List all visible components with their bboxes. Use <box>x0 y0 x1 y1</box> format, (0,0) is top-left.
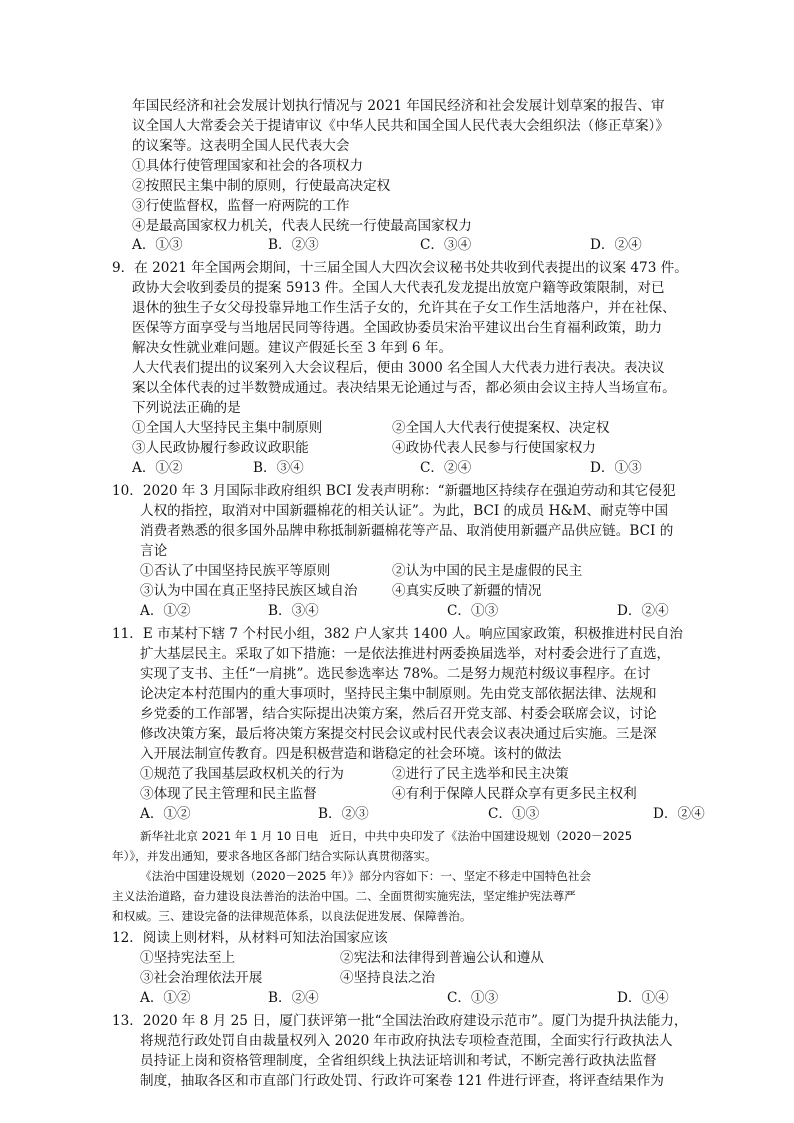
q10-item: ④真实反映了新疆的情况 <box>392 583 542 599</box>
q9-text-line: 解决女性就业难问题。建议产假延长至 3 年到 6 年。 <box>132 340 453 356</box>
q13-text-line: 将规范行政处罚自由裁量权列入 2020 年市政府执法专项检查范围，全面实行行政执法人 <box>140 1033 673 1049</box>
q9-choice-d: D．①③ <box>590 460 642 476</box>
q11-choice-d: D．②④ <box>653 806 705 822</box>
q11-item: ③体现了民主管理和民主监督 <box>140 786 317 802</box>
q10-choice-d: D．②④ <box>617 603 669 619</box>
q10-item: ①否认了中国坚持民族平等原则 <box>140 563 331 579</box>
q9-choice-a: A．①② <box>132 460 183 476</box>
q9-item: ①全国人大坚持民主集中制原则 <box>132 420 323 436</box>
news-text-line: 新华社北京 2021 年 1 月 10 日电 近日，中共中央印发了《法治中国建设规划（2020－2025 <box>140 829 633 843</box>
q11-text-line: 入开展法制宣传教育。四是积极营造和谐稳定的社会环境。该村的做法 <box>140 746 562 762</box>
q8-choice-c: C．③④ <box>420 237 472 253</box>
q13-text-line: 制度，抽取各区和市直部门行政处罚、行政许可案卷 121 件进行评查，将评查结果作为 <box>140 1073 664 1089</box>
news-text-line: 和权威。三、建设完备的法律规范体系，以良法促进发展、保障善治。 <box>112 909 472 923</box>
q13-text-line: 员持证上岗和资格管理制度，全省组织线上执法证培训和考试，不断完善行政执法监督 <box>140 1053 657 1069</box>
news-text-line: 年）》，并发出通知，要求各地区各部门结合实际认真贯彻落实。 <box>112 849 437 863</box>
q10-text-line: 言论 <box>140 543 168 559</box>
q10-item: ②认为中国的民主是虚假的民主 <box>392 563 583 579</box>
q9-text-line: 退休的独生子女父母投靠异地工作生活子女的，允许其在子女工作生活地落户，并在社保、 <box>132 300 676 316</box>
q9-item: ②全国人大代表行使提案权、决定权 <box>392 420 610 436</box>
q9-text-line: 政协大会收到委员的提案 5913 件。全国人大代表孔发龙提出放宽户籍等政策限制，对已 <box>132 280 665 296</box>
q12-choice-c: C．①③ <box>447 990 499 1006</box>
q11-item: ④有利于保障人民群众享有更多民主权利 <box>392 786 637 802</box>
q8-choice-a: A．①③ <box>132 237 183 253</box>
q12-choice-a: A．①② <box>140 990 191 1006</box>
q12-item: ④坚持良法之治 <box>340 970 436 986</box>
q10-text-line: 10．2020 年 3 月国际非政府组织 BCI 发表声明称：“新疆地区持续存在强迫劳动和其它侵犯 <box>112 483 676 499</box>
q11-text-line: 实现了支书、主任“一肩挑”。选民参选率达 78%。二是努力规范村级议事程序。在讨 <box>140 666 651 682</box>
q13-text-line: 13．2020 年 8 月 25 日，厦门获评第一批“全国法治政府建设示范市”。厦门为提升执法能力， <box>112 1013 688 1029</box>
q10-choice-b: B．③④ <box>268 603 319 619</box>
q8-item: ④是最高国家权力机关，代表人民统一行使最高国家权力 <box>132 218 472 234</box>
q10-text-line: 人权的指控，取消对中国新疆棉花的相关认证”。为此，BCI 的成员 H&M、耐克等中国 <box>140 503 669 519</box>
q8-text-line: 年国民经济和社会发展计划执行情况与 2021 年国民经济和社会发展计划草案的报告、审 <box>132 98 665 114</box>
q8-text-line: 议全国人大常委会关于提请审议《中华人民共和国全国人民代表大会组织法（修正草案）》 <box>132 118 669 134</box>
q10-text-line: 消费者熟悉的很多国外品牌申称抵制新疆棉花等产品、取消使用新疆产品供应链。BCI 的 <box>140 523 674 539</box>
q10-choice-c: C．①③ <box>447 603 499 619</box>
q11-choice-b: B．②③ <box>318 806 369 822</box>
q11-text-line: 扩大基层民主。采取了如下措施：一是依法推进村两委换届选举，对村委会进行了直选， <box>140 646 671 662</box>
q11-text-line: 修改决策方案，最后将决策方案提交村民会议或村民代表会议表决通过后实施。三是深 <box>140 726 657 742</box>
q10-item: ③认为中国在真正坚持民族区域自治 <box>140 583 358 599</box>
q11-choice-c: C．①③ <box>488 806 540 822</box>
q9-item: ③人民政协履行参政议政职能 <box>132 440 309 456</box>
q12-text-line: 12．阅读上则材料，从材料可知法治国家应该 <box>112 930 388 946</box>
q12-choice-b: B．②④ <box>268 990 319 1006</box>
q8-item: ①具体行使管理国家和社会的各项权力 <box>132 158 364 174</box>
q9-choice-c: C．②④ <box>420 460 472 476</box>
news-text-line: 主义法治道路，奋力建设良法善治的法治中国。二、全面贯彻实施宪法，坚定维护宪法尊严 <box>112 889 576 903</box>
q12-item: ②宪法和法律得到普遍公认和遵从 <box>340 950 544 966</box>
q12-choice-d: D．①④ <box>617 990 669 1006</box>
q12-item: ③社会治理依法开展 <box>140 970 263 986</box>
q8-item: ③行使监督权，监督一府两院的工作 <box>132 198 350 214</box>
q9-item: ④政协代表人民参与行使国家权力 <box>392 440 596 456</box>
q11-text-line: 11．E 市某村下辖 7 个村民小组，382 户人家共 1400 人。响应国家政策，积极推进村民自治 <box>112 626 683 642</box>
q9-text-line: 下列说法正确的是 <box>132 400 241 416</box>
q11-text-line: 乡党委的工作部署，结合实际提出决策方案，然后召开党支部、村委会联席会议，讨论 <box>140 706 657 722</box>
q8-text-line: 的议案等。这表明全国人民代表大会 <box>132 138 350 154</box>
q12-item: ①坚持宪法至上 <box>140 950 236 966</box>
q11-choice-a: A．①② <box>140 806 191 822</box>
q9-text-line: 医保等方面享受与当地居民同等待遇。全国政协委员宋治平建议出台生育福利政策，助力 <box>132 320 663 336</box>
q11-item: ①规范了我国基层政权机关的行为 <box>140 766 344 782</box>
q9-text-line: 人大代表们提出的议案列入大会议程后，便由 3000 名全国人大代表力进行表决。表决议 <box>132 360 665 376</box>
q8-choice-d: D．②④ <box>590 237 642 253</box>
q9-text-line: 案以全体代表的过半数赞成通过。表决结果无论通过与否，都必须由会议主持人当场宣布。 <box>132 380 676 396</box>
news-text-line: 《法治中国建设规划（2020－2025 年）》部分内容如下：一、坚定不移走中国特色社会 <box>140 869 592 883</box>
q11-text-line: 论决定本村范围内的重大事项时，坚持民主集中制原则。先由党支部依据法律、法规和 <box>140 686 657 702</box>
q11-item: ②进行了民主选举和民主决策 <box>392 766 569 782</box>
q8-choice-b: B．②③ <box>268 237 319 253</box>
q10-choice-a: A．①② <box>140 603 191 619</box>
q9-choice-b: B．③④ <box>253 460 304 476</box>
q8-item: ②按照民主集中制的原则，行使最高决定权 <box>132 178 391 194</box>
q9-text-line: 9．在 2021 年全国两会期间，十三届全国人大四次会议秘书处共收到代表提出的议案 473 件。 <box>112 260 688 276</box>
